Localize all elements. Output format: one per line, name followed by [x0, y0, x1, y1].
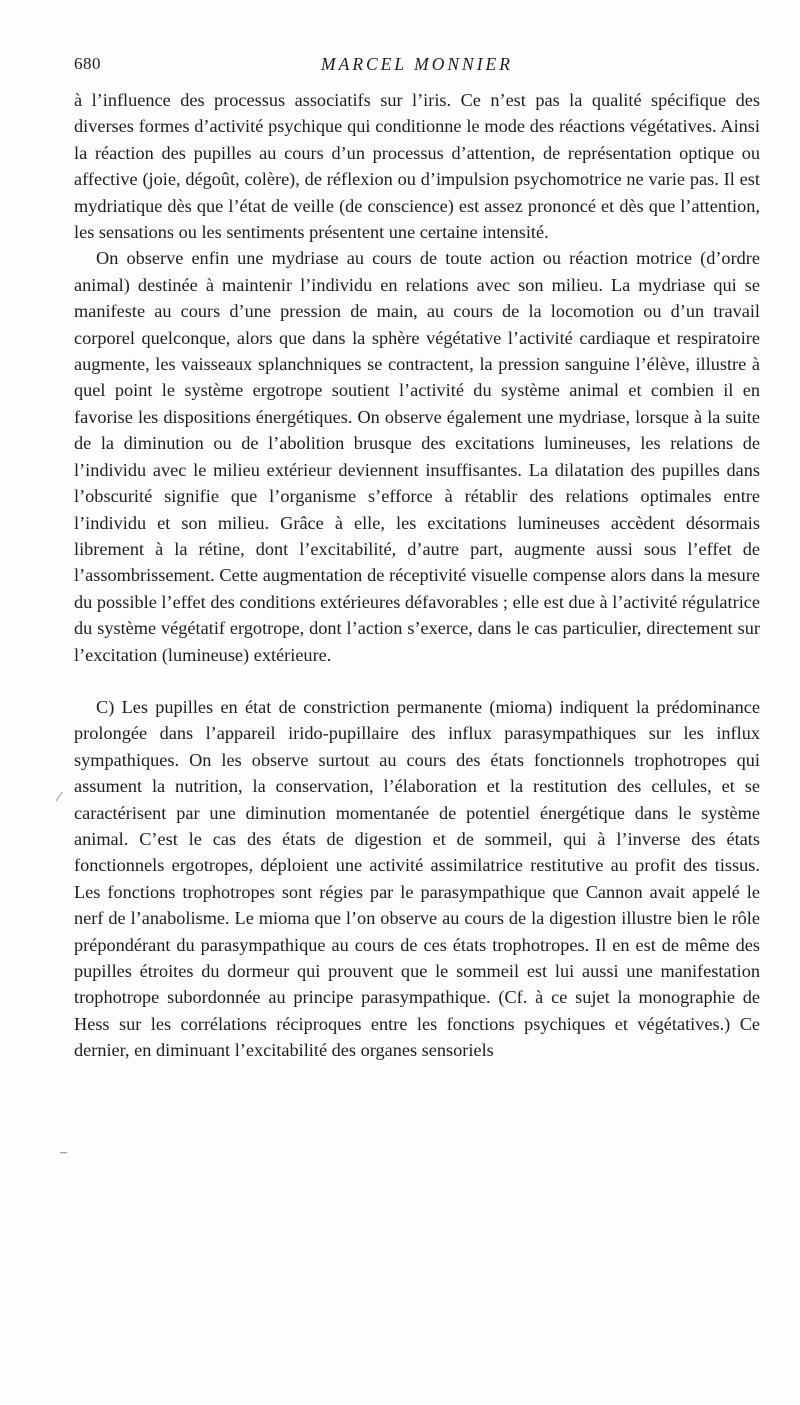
paragraph-2: On observe enfin une mydriase au cours de toute action ou réaction motrice (d’ordre animal) destinée à maintenir l’individu en relations avec son milieu. La mydriase qui se manifeste au cours d’une pression de main, au cours de la locomotion ou d’un travail corporel quelconque, alors que dans la sphère végétative l’activité cardiaque et respiratoire augmente, les vaisseaux splanchniques se contractent, la pression sanguine l’élève, illustre à quel point le système ergotrope soutient l’activité du système animal et combien il en favorise les dispositions énergétiques. On observe également une mydriase, lorsque à la suite de la diminution ou de l’abolition brusque des excitations lumineuses, les relations de l’individu avec le milieu extérieur deviennent insuffisantes. La dilatation des pupilles dans l’obscurité signifie que l’organisme s’efforce à rétablir des relations optimales entre l’individu et son milieu. Grâce à elle, les excitations lumineuses accèdent désormais librement à la rétine, dont l’excitabilité, d’autre part, augmente aussi sous l’effet de l’assombrissement. Cette augmentation de réceptivité visuelle compense alors dans la mesure du possible l’effet des conditions extérieures défavorables ; elle est due à l’activité régulatrice du système végétatif ergotrope, dont l’action s’exerce, dans le cas particulier, directement sur l’excitation (lumineuse) extérieure.	[74, 248, 760, 665]
page-header	[74, 54, 760, 78]
running-head: MARCEL MONNIER	[321, 54, 513, 74]
margin-tick-mark: ⁄	[58, 790, 61, 805]
paragraph-3: C) Les pupilles en état de constriction permanente (mioma) indiquent la prédominance prolongée dans l’appareil irido-pupillaire des influx parasympathiques sur les influx sympathiques. On les observe surtout au cours des états fonctionnels trophotropes qui assument la nutrition, la conservation, l’élaboration et la restitution des cellules, et se caractérisent par une diminution momentanée de potentiel énergétique dans le système animal. C’est le cas des états de digestion et de sommeil, qui à l’inverse des états fonctionnels ergotropes, déploient une activité assimilatrice restitutive au profit des tissus. Les fonctions trophotropes sont régies par le parasympathique que Cannon avait appelé le nerf de l’anabolisme. Le mioma que l’on observe au cours de la digestion illustre bien le rôle prépondérant du parasympathique au cours de ces états trophotropes. Il en est de même des pupilles étroites du dormeur qui prouvent que le sommeil est lui aussi une manifestation trophotrope subordonnée au principe parasympathique. (Cf. à ce sujet la monographie de Hess sur les corrélations réciproques entre les fonctions psychiques et végétatives.) Ce dernier, en diminuant l’excitabilité des organes sensoriels	[74, 696, 760, 1061]
body-text	[74, 87, 760, 1064]
page-number: 680	[74, 54, 101, 73]
paragraph-1: à l’influence des processus associatifs sur l’iris. Ce n’est pas la qualité spécifique des diverses formes d’activité psychique qui conditionne le mode des réactions végétatives. Ainsi la réaction des pupilles au cours d’un processus d’attention, de représentation optique ou affective (joie, dégoût, colère), de réflexion ou d’impulsion psychomotrice ne varie pas. Il est mydriatique dès que l’état de veille (de conscience) est assez prononcé et dès que l’attention, les sensations ou les sentiments présentent une certaine intensité.	[74, 90, 760, 243]
margin-dash-mark: –	[60, 1145, 67, 1160]
